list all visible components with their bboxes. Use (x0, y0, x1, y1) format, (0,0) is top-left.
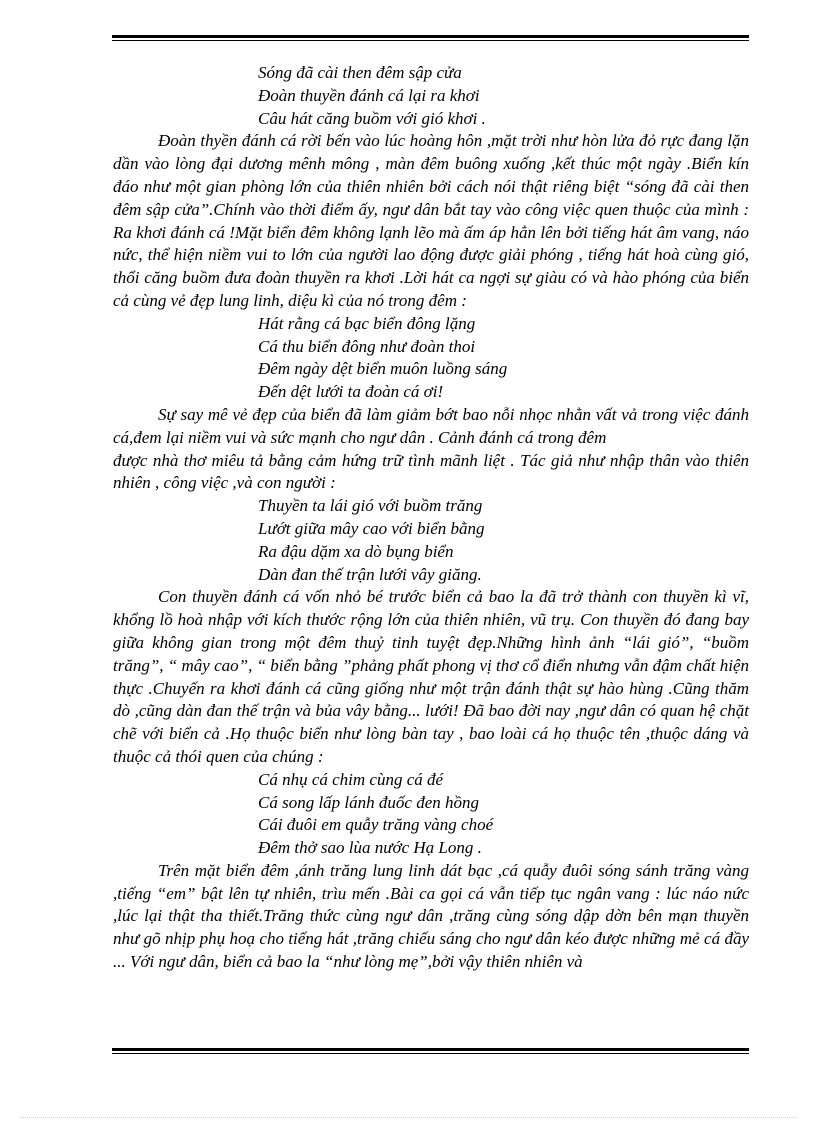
verse-line: Đoàn thuyền đánh cá lại ra khơi (258, 85, 480, 105)
verse-line: Cá nhụ cá chim cùng cá đé (258, 769, 444, 789)
header-rule (112, 35, 749, 41)
poem-stanza-3 (113, 495, 749, 586)
paragraph-1: Đoàn thyền đánh cá rời bến vào lúc hoàng hôn ,mặt trời như hòn lửa đỏ rực đang lặn dần vào lòng đại dương mênh mông , màn đêm buông xuống ,kết thúc một ngày .Biển kín đáo như một gian phòng lớn của thiên nhiên bởi cách nói thật riêng biệt “sóng đã cài then đêm sập cửa”.Chính vào thời điểm ấy, ngư dân bắt tay vào công việc quen thuộc của mình : Ra khơi đánh cá !Mặt biển đêm không lạnh lẽo mà ấm áp hẳn lên bởi tiếng hát âm vang, náo nức, thể hiện niềm vui to lớn của người lao động được giải phóng , tiếng hát hoà cùng gió, thổi căng buồm đưa đoàn thuyền ra khơi .Lời hát ca ngợi sự giàu có và hào phóng của biển cả cùng vẻ đẹp lung linh, diệu kì của nó trong đêm : (113, 131, 749, 310)
paragraph-4: Trên mặt biển đêm ,ánh trăng lung linh dát bạc ,cá quẫy đuôi sóng sánh trăng vàng ,tiếng “em” bật lên tự nhiên, trìu mến .Bài ca gọi cá vẫn tiếp tục ngân vang : lúc náo nức ,lúc lại thật tha thiết.Trăng thức cùng ngư dân ,trăng cùng sóng dập dờn bên mạn thuyền như gõ nhịp phụ hoạ cho tiếng hát ,trăng chiếu sáng cho ngư dân kéo được những mẻ cá đầy ... Với ngư dân, biển cả bao la “như lòng mẹ”,bởi vậy thiên nhiên và (113, 860, 749, 972)
paragraph-2-continued: được nhà thơ miêu tả bằng cảm hứng trữ tình mãnh liệt . Tác giả như nhập thân vào thiên nhiên , công việc ,và con người : (113, 450, 749, 493)
paragraph-2: Sự say mê vẻ đẹp của biển đã làm giảm bớt bao nỗi nhọc nhằn vất vả trong việc đánh cá,đem lại niềm vui và sức mạnh cho ngư dân . Cảnh đánh cá trong đêm (113, 404, 749, 447)
poem-stanza-4 (113, 769, 749, 860)
poem-stanza-2 (113, 313, 749, 404)
verse-line: Lướt giữa mây cao với biển bằng (258, 518, 485, 538)
paragraph-3: Con thuyền đánh cá vốn nhỏ bé trước biển cả bao la đã trở thành con thuyền kì vĩ, khổng lồ hoà nhập với kích thước rộng lớn của thiên nhiên, vũ trụ. Con thuyền đó đang bay giữa không gian trong một đêm thuỷ tinh tuyệt đẹp.Những hình ảnh “lái gió”, “buồm trăng”, “ mây cao”, “ biển bằng ”phảng phất phong vị thơ cổ điển nhưng vẫn đậm chất hiện thực .Chuyến ra khơi đánh cá cũng giống như một trận đánh thật sự hào hùng .Cũng thăm dò ,cũng dàn đan thế trận và bủa vây bằng... lưới! Đã bao đời nay ,ngư dân có quan hệ chặt chẽ với biển cả .Họ thuộc biển như lòng bàn tay , bao loài cá họ thuộc tên ,thuộc dáng và thuộc cả thói quen của chúng : (113, 587, 749, 766)
verse-line: Cái đuôi em quẫy trăng vàng choé (258, 815, 494, 835)
footer-rule (112, 1048, 749, 1054)
verse-line: Dàn đan thế trận lưới vây giăng. (258, 564, 482, 584)
verse-line: Ra đậu dặm xa dò bụng biển (258, 541, 454, 561)
verse-line: Đêm ngày dệt biển muôn luồng sáng (258, 359, 508, 379)
verse-line: Câu hát căng buồm với gió khơi . (258, 108, 486, 128)
verse-line: Cá song lấp lánh đuốc đen hồng (258, 792, 479, 812)
verse-line: Hát rằng cá bạc biển đông lặng (258, 313, 476, 333)
verse-line: Thuyền ta lái gió với buồm trăng (258, 496, 483, 516)
page-body (113, 62, 749, 974)
page-edge-dotted-line (20, 1117, 796, 1118)
verse-line: Sóng đã cài then đêm sập cửa (258, 63, 462, 82)
verse-line: Đến dệt lưới ta đoàn cá ơi! (258, 382, 444, 402)
verse-line: Cá thu biển đông như đoàn thoi (258, 336, 476, 356)
poem-stanza-1 (113, 62, 749, 130)
verse-line: Đêm thở sao lùa nước Hạ Long . (258, 838, 482, 858)
